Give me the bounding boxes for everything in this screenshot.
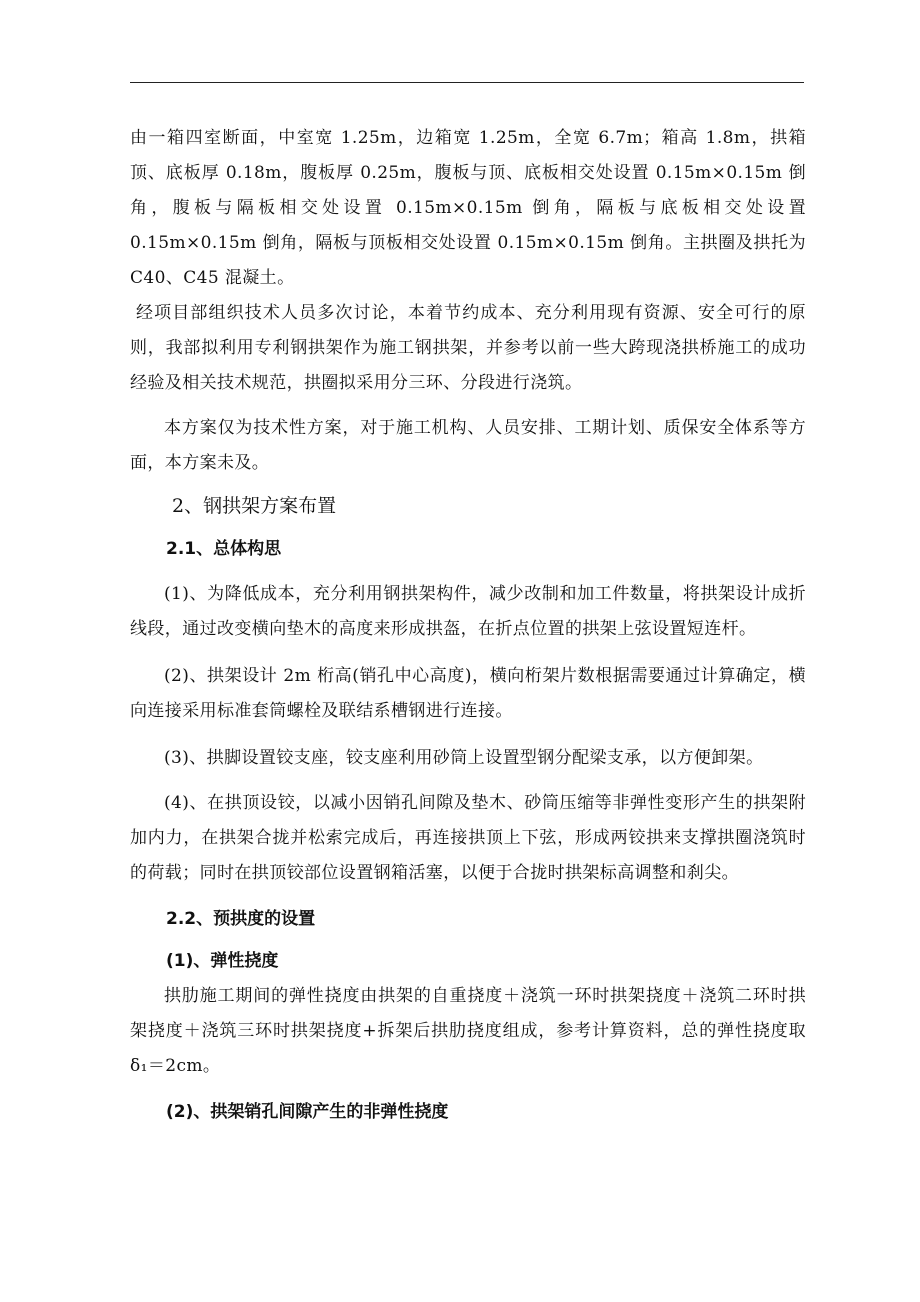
heading-2-1: 2.1、总体构思 — [166, 539, 282, 559]
paragraph-scope-note: 本方案仅为技术性方案，对于施工机构、人员安排、工期计划、质保安全体系等方面，本方案未及。 — [130, 418, 806, 473]
heading-inelastic-deflection: (2)、拱架销孔间隙产生的非弹性挠度 — [166, 1102, 449, 1122]
paragraph-section-description: 由一箱四室断面，中室宽 1.25m，边箱宽 1.25m，全宽 6.7m；箱高 1.8m，拱箱顶、底板厚 0.18m，腹板厚 0.25m，腹板与顶、底板相交处设置 0.15m×0.15m 倒角，腹板与隔板相交处设置 0.15m×0.15m 倒角，隔板与底板相交处设置 0.15m×0.15m 倒角，隔板与顶板相交处设置 0.15m×0.15m 倒角。主拱圈及拱托为 C40、C45 混凝土。 — [130, 128, 806, 288]
header-rule — [130, 82, 804, 83]
paragraph-item-4: (4)、在拱顶设铰，以减小因销孔间隙及垫木、砂筒压缩等非弹性变形产生的拱架附加内力，在拱架合拢并松索完成后，再连接拱顶上下弦，形成两铰拱来支撑拱圈浇筑时的荷载；同时在拱顶铰部位设置钢箱活塞，以便于合拢时拱架标高调整和刹尖。 — [130, 793, 806, 883]
paragraph-elastic-deflection: 拱肋施工期间的弹性挠度由拱架的自重挠度＋浇筑一环时拱架挠度＋浇筑二环时拱架挠度＋浇筑三环时拱架挠度+拆架后拱肋挠度组成，参考计算资料，总的弹性挠度取δ₁＝2cm。 — [130, 986, 806, 1076]
paragraph-approach: 经项目部组织技术人员多次讨论，本着节约成本、充分利用现有资源、安全可行的原则，我部拟利用专利钢拱架作为施工钢拱架，并参考以前一些大跨现浇拱桥施工的成功经验及相关技术规范，拱圈拟采用分三环、分段进行浇筑。 — [130, 303, 806, 393]
paragraph-item-1: (1)、为降低成本，充分利用钢拱架构件，减少改制和加工件数量，将拱架设计成折线段，通过改变横向垫木的高度来形成拱盔，在折点位置的拱架上弦设置短连杆。 — [130, 584, 806, 639]
heading-section-2: 2、钢拱架方案布置 — [172, 495, 337, 517]
paragraph-item-2: (2)、拱架设计 2m 桁高(销孔中心高度)，横向桁架片数根据需要通过计算确定，横向连接采用标准套筒螺栓及联结系槽钢进行连接。 — [130, 666, 806, 721]
paragraph-item-3: (3)、拱脚设置铰支座，铰支座利用砂筒上设置型钢分配梁支承，以方便卸架。 — [164, 748, 764, 768]
heading-2-2: 2.2、预拱度的设置 — [166, 909, 316, 929]
document-body — [130, 121, 806, 1130]
heading-elastic-deflection: (1)、弹性挠度 — [166, 951, 279, 971]
